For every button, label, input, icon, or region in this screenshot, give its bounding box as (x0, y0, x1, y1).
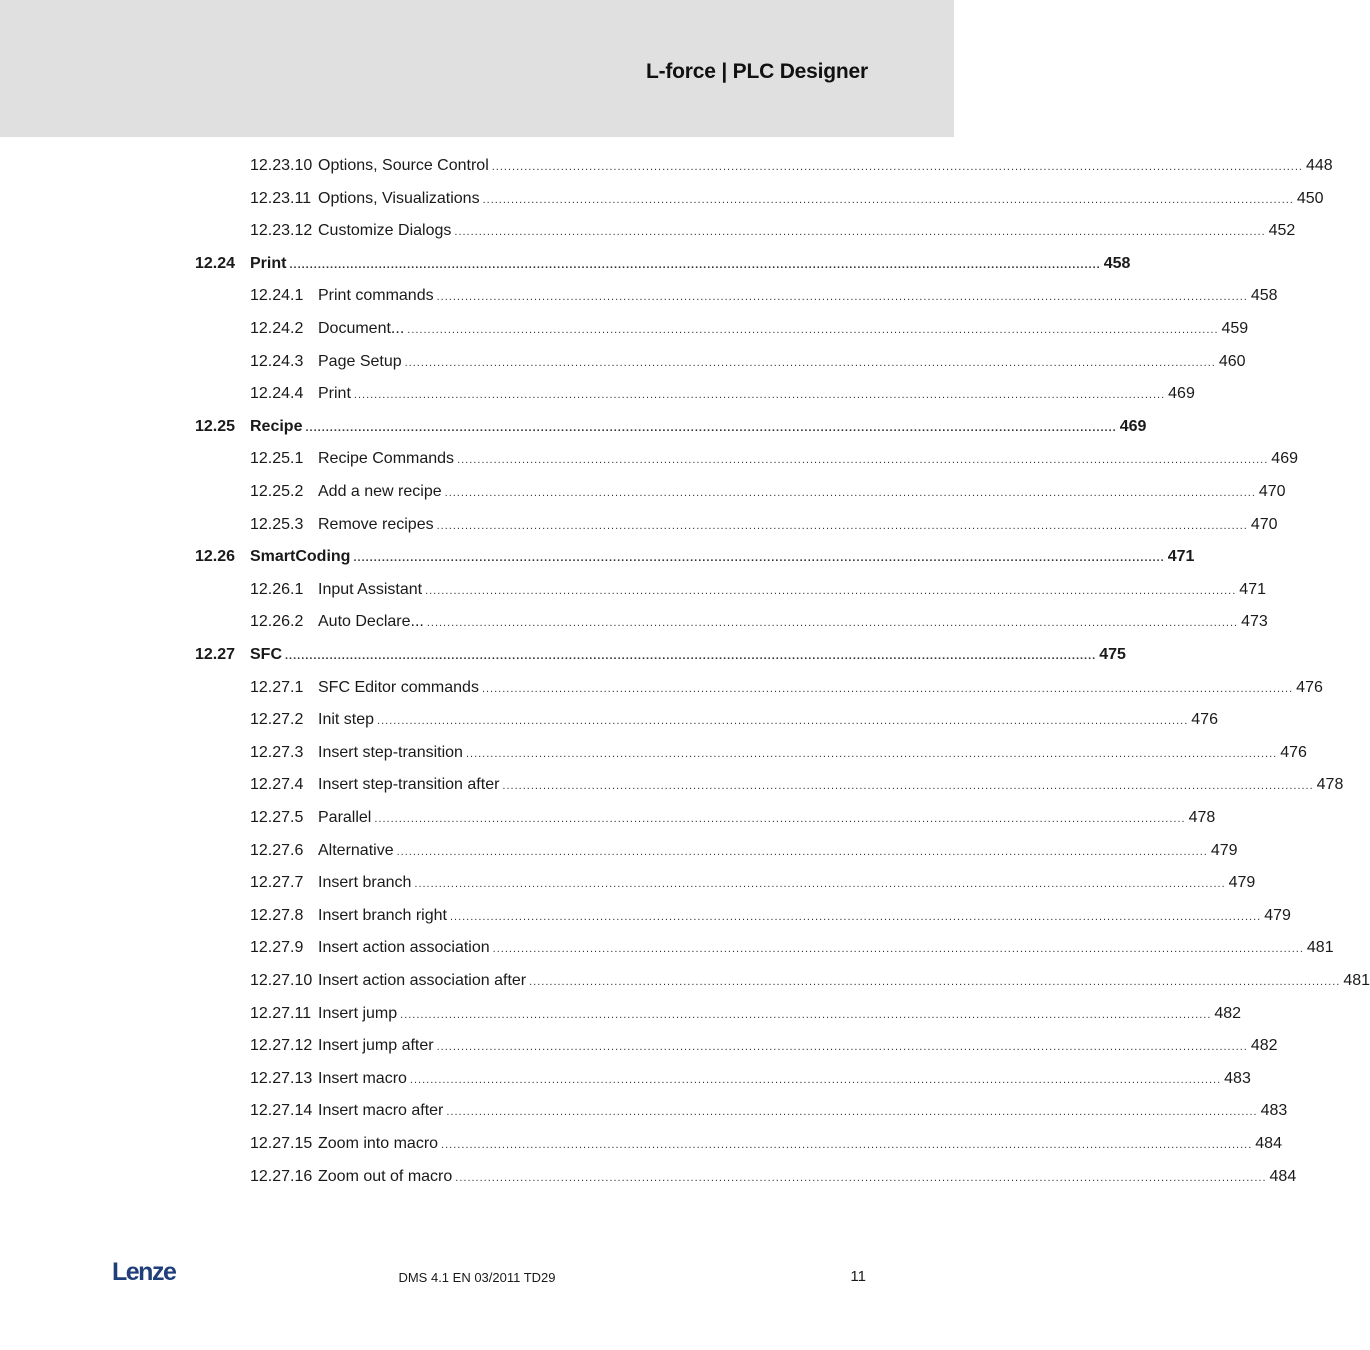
toc-subsection-entry[interactable] (0, 183, 1324, 215)
toc-subsection-entry[interactable] (0, 1161, 1297, 1193)
toc-entry-number: 12.23.12 (250, 222, 313, 240)
toc-entry-page: 470 (1258, 483, 1286, 500)
toc-dot-leader: ........................................................................................................................................................................................................ (455, 1171, 1267, 1184)
toc-dot-leader: ........................................................................................................................................................................................................ (482, 193, 1294, 206)
toc-entry-title: Options, Visualizations (318, 189, 480, 207)
toc-entry-number: 12.27.3 (250, 743, 304, 761)
toc-subsection-entry[interactable] (0, 900, 1291, 932)
toc-entry-title: Zoom into macro (318, 1135, 439, 1152)
toc-entry-line (318, 1161, 1297, 1194)
toc-entry-line (318, 280, 1278, 313)
toc-dot-leader: ........................................................................................................................................................................................................ (436, 291, 1248, 304)
toc-dot-leader: ........................................................................................................................................................................................................ (491, 161, 1303, 173)
toc-subsection-entry[interactable] (0, 313, 1249, 345)
toc-entry-page: 483 (1260, 1102, 1288, 1120)
toc-entry-number: 12.27.7 (250, 874, 304, 892)
toc-entry-number: 12.27.15 (250, 1135, 313, 1152)
header-title: L-force | PLC Designer (645, 60, 868, 83)
toc-entry-title: SFC (250, 646, 282, 663)
toc-entry-number: 12.27.10 (250, 972, 313, 989)
toc-subsection-entry[interactable] (0, 932, 1334, 964)
toc-entry-page: 482 (1214, 1004, 1242, 1022)
toc-dot-leader: ........................................................................................................................................................................................................ (481, 682, 1294, 695)
toc-entry-line (318, 769, 1344, 802)
toc-entry-line (318, 1095, 1288, 1128)
toc-entry-line (318, 998, 1242, 1031)
toc-entry-page: 476 (1296, 678, 1323, 696)
toc-entry-title: Insert jump after (318, 1037, 434, 1055)
toc-entry-page: 452 (1268, 222, 1296, 240)
toc-section-entry[interactable] (0, 248, 1131, 280)
toc-entry-number: 12.27.14 (250, 1102, 313, 1120)
toc-entry-line (318, 443, 1298, 476)
toc-section-entry[interactable] (0, 541, 1195, 573)
toc-entry-title: Insert macro (318, 1069, 407, 1087)
toc-entry-line (318, 606, 1268, 639)
toc-entry-line (318, 737, 1307, 770)
toc-entry-number: 12.23.10 (250, 157, 313, 174)
page-header (0, 0, 954, 137)
toc-dot-leader: ........................................................................................................................................................................................................ (446, 1106, 1258, 1119)
toc-dot-leader: ........................................................................................................................................................................................................ (436, 1041, 1248, 1054)
toc-subsection-entry[interactable] (0, 769, 1344, 801)
toc-subsection-entry[interactable] (0, 867, 1256, 899)
toc-entry-line (318, 574, 1266, 607)
toc-subsection-entry[interactable] (0, 346, 1246, 378)
toc-entry-line (318, 900, 1291, 933)
toc-subsection-entry[interactable] (0, 1128, 1282, 1160)
toc-entry-page: 458 (1103, 254, 1131, 272)
toc-entry-line (318, 802, 1216, 835)
toc-entry-page: 478 (1188, 809, 1216, 826)
toc-entry-page: 460 (1218, 352, 1246, 370)
toc-entry-page: 469 (1271, 450, 1298, 468)
toc-entry-line (318, 183, 1324, 216)
toc-entry-title: Insert jump (318, 1004, 398, 1022)
toc-dot-leader: ........................................................................................................................................................................................................ (436, 519, 1248, 532)
toc-entry-line (318, 1063, 1251, 1096)
toc-dot-leader: ........................................................................................................................................................................................................ (404, 356, 1216, 369)
toc-entry-page: 475 (1099, 646, 1126, 663)
toc-entry-line (318, 965, 1370, 998)
toc-entry-number: 12.27.13 (250, 1069, 313, 1087)
toc-entry-page: 459 (1221, 320, 1249, 337)
toc-dot-leader: ........................................................................................................................................................................................................ (529, 976, 1341, 988)
toc-dot-leader: ........................................................................................................................................................................................................ (285, 650, 1097, 662)
toc-entry-title: Input Assistant (318, 580, 423, 598)
toc-subsection-entry[interactable] (0, 737, 1307, 769)
toc-dot-leader: ........................................................................................................................................................................................................ (426, 617, 1239, 630)
toc-entry-page: 483 (1224, 1069, 1251, 1087)
toc-entry-number: 12.27.4 (250, 776, 304, 794)
toc-entry-number: 12.24 (195, 254, 236, 272)
toc-entry-page: 479 (1210, 841, 1238, 859)
toc-entry-title: Insert action association after (318, 972, 527, 989)
toc-subsection-entry[interactable] (0, 476, 1286, 508)
svg-text:Lenze: Lenze (112, 1258, 176, 1286)
toc-section-entry[interactable] (0, 639, 1126, 671)
toc-entry-number: 12.27.8 (250, 906, 304, 924)
toc-entry-page: 458 (1250, 287, 1278, 305)
toc-entry-number: 12.24.1 (250, 287, 304, 305)
toc-dot-leader: ........................................................................................................................................................................................................ (502, 780, 1314, 793)
toc-entry-page: 470 (1250, 515, 1278, 533)
toc-subsection-entry[interactable] (0, 998, 1242, 1030)
toc-entry-title: Insert branch (318, 874, 412, 892)
toc-entry-number: 12.27.1 (250, 678, 304, 696)
toc-subsection-entry[interactable] (0, 443, 1298, 475)
toc-entry-title: Init step (318, 711, 375, 729)
toc-entry-line (318, 215, 1296, 248)
toc-entry-title: Customize Dialogs (318, 222, 452, 240)
toc-dot-leader: ........................................................................................................................................................................................................ (407, 324, 1219, 336)
toc-entry-title: Print (318, 385, 351, 403)
toc-entry-title: Insert branch right (318, 906, 447, 924)
toc-dot-leader: ........................................................................................................................................................................................................ (414, 878, 1226, 891)
toc-entry-number: 12.26.2 (250, 613, 304, 631)
toc-subsection-entry[interactable] (0, 1063, 1251, 1095)
toc-dot-leader: ........................................................................................................................................................................................................ (441, 1139, 1253, 1151)
toc-entry-title: Remove recipes (318, 515, 434, 533)
toc-entry-title: Zoom out of macro (318, 1167, 453, 1185)
toc-entry-title: Document... (318, 320, 405, 337)
toc-dot-leader: ........................................................................................................................................................................................................ (396, 845, 1208, 858)
toc-entry-page: 479 (1228, 874, 1256, 892)
toc-subsection-entry[interactable] (0, 835, 1238, 867)
toc-entry-number: 12.24.2 (250, 320, 304, 337)
toc-entry-line (318, 378, 1195, 411)
toc-entry-page: 469 (1119, 417, 1147, 435)
toc-dot-leader: ........................................................................................................................................................................................................ (305, 421, 1117, 434)
toc-entry-number: 12.27.5 (250, 809, 304, 826)
toc-entry-line (250, 411, 1147, 444)
toc-entry-title: Add a new recipe (318, 483, 442, 500)
toc-entry-number: 12.25 (195, 417, 236, 435)
toc-subsection-entry[interactable] (0, 704, 1218, 736)
toc-subsection-entry[interactable] (0, 215, 1296, 247)
toc-entry-title: Parallel (318, 809, 372, 826)
toc-entry-title: Insert action association (318, 939, 490, 957)
toc-entry-line (318, 1128, 1282, 1161)
toc-dot-leader: ........................................................................................................................................................................................................ (449, 910, 1262, 923)
toc-entry-line (318, 932, 1334, 965)
toc-entry-number: 12.25.3 (250, 515, 304, 533)
toc-entry-line (250, 639, 1126, 672)
toc-entry-number: 12.23.11 (250, 189, 312, 207)
toc-entry-line (318, 313, 1249, 346)
toc-entry-page: 484 (1255, 1135, 1282, 1152)
toc-entry-line (318, 1030, 1278, 1063)
toc-dot-leader: ........................................................................................................................................................................................................ (353, 552, 1165, 565)
toc-subsection-entry[interactable] (0, 672, 1323, 704)
toc-entry-page: 482 (1250, 1037, 1278, 1055)
toc-dot-leader: ........................................................................................................................................................................................................ (454, 226, 1266, 239)
toc-subsection-entry[interactable] (0, 1095, 1288, 1127)
toc-entry-title: Options, Source Control (318, 157, 489, 174)
toc-entry-number: 12.26.1 (250, 580, 304, 598)
toc-entry-number: 12.27.2 (250, 711, 304, 729)
toc-entry-number: 12.27.16 (250, 1167, 313, 1185)
toc-entry-page: 471 (1167, 548, 1195, 566)
toc-dot-leader: ........................................................................................................................................................................................................ (409, 1073, 1222, 1086)
toc-entry-title: Insert macro after (318, 1102, 444, 1120)
toc-entry-page: 448 (1305, 157, 1333, 174)
toc-entry-page: 476 (1191, 711, 1218, 729)
toc-entry-page: 478 (1316, 776, 1344, 794)
toc-entry-title: Insert step-transition after (318, 776, 500, 794)
toc-dot-leader: ........................................................................................................................................................................................................ (374, 813, 1186, 825)
toc-dot-leader: ........................................................................................................................................................................................................ (353, 389, 1166, 402)
toc-entry-title: Page Setup (318, 352, 402, 370)
toc-entry-number: 12.25.2 (250, 483, 304, 500)
toc-entry-number: 12.27.9 (250, 939, 304, 957)
toc-entry-page: 481 (1306, 939, 1334, 957)
toc-entry-page: 481 (1343, 972, 1370, 989)
toc-dot-leader: ........................................................................................................................................................................................................ (289, 258, 1101, 271)
toc-entry-line (318, 835, 1238, 868)
toc-subsection-entry[interactable] (0, 150, 1333, 182)
toc-entry-line (318, 509, 1278, 542)
toc-entry-title: Print commands (318, 287, 434, 305)
toc-subsection-entry[interactable] (0, 606, 1268, 638)
toc-dot-leader: ........................................................................................................................................................................................................ (465, 747, 1278, 760)
toc-entry-page: 469 (1168, 385, 1195, 403)
toc-entry-line (250, 248, 1131, 281)
toc-entry-title: SFC Editor commands (318, 678, 479, 696)
toc-entry-page: 450 (1296, 189, 1324, 207)
toc-dot-leader: ........................................................................................................................................................................................................ (377, 715, 1189, 728)
toc-entry-page: 476 (1280, 743, 1307, 761)
toc-entry-line (318, 704, 1218, 737)
toc-entry-page: 473 (1241, 613, 1268, 631)
toc-entry-line (318, 672, 1323, 705)
toc-entry-line (318, 150, 1333, 183)
toc-entry-number: 12.24.4 (250, 385, 304, 403)
toc-dot-leader: ........................................................................................................................................................................................................ (425, 584, 1237, 597)
toc-subsection-entry[interactable] (0, 965, 1370, 997)
toc-entry-number: 12.25.1 (250, 450, 304, 468)
toc-entry-title: Recipe Commands (318, 450, 455, 468)
toc-entry-number: 12.27.11 (250, 1004, 312, 1022)
toc-dot-leader: ........................................................................................................................................................................................................ (444, 487, 1256, 499)
toc-entry-title: SmartCoding (250, 548, 351, 566)
toc-subsection-entry[interactable] (0, 574, 1266, 606)
toc-entry-page: 484 (1269, 1167, 1297, 1185)
toc-entry-line (318, 476, 1286, 509)
toc-entry-line (318, 867, 1256, 900)
toc-entry-number: 12.27.6 (250, 841, 304, 859)
toc-entry-title: Auto Declare... (318, 613, 424, 631)
toc-entry-title: Insert step-transition (318, 743, 463, 761)
toc-subsection-entry[interactable] (0, 280, 1278, 312)
toc-entry-page: 471 (1239, 580, 1266, 598)
toc-dot-leader: ........................................................................................................................................................................................................ (492, 943, 1304, 956)
toc-dot-leader: ........................................................................................................................................................................................................ (400, 1008, 1212, 1021)
toc-entry-number: 12.24.3 (250, 352, 304, 370)
toc-entry-title: Print (250, 254, 287, 272)
toc-entry-line (250, 541, 1195, 574)
toc-subsection-entry[interactable] (0, 1030, 1278, 1062)
footer-page-number: 11 (850, 1268, 866, 1285)
toc-subsection-entry[interactable] (0, 802, 1216, 834)
toc-entry-number: 12.26 (195, 548, 236, 566)
toc-entry-title: Alternative (318, 841, 394, 859)
footer-document-id: DMS 4.1 EN 03/2011 TD29 (398, 1270, 556, 1285)
toc-subsection-entry[interactable] (0, 509, 1278, 541)
toc-entry-number: 12.27.12 (250, 1037, 313, 1055)
toc-entry-title: Recipe (250, 417, 303, 435)
toc-dot-leader: ........................................................................................................................................................................................................ (457, 454, 1269, 467)
toc-entry-page: 479 (1264, 906, 1291, 924)
toc-entry-line (318, 346, 1246, 379)
toc-entry-number: 12.27 (195, 646, 236, 663)
toc-subsection-entry[interactable] (0, 378, 1195, 410)
toc-section-entry[interactable] (0, 411, 1147, 443)
